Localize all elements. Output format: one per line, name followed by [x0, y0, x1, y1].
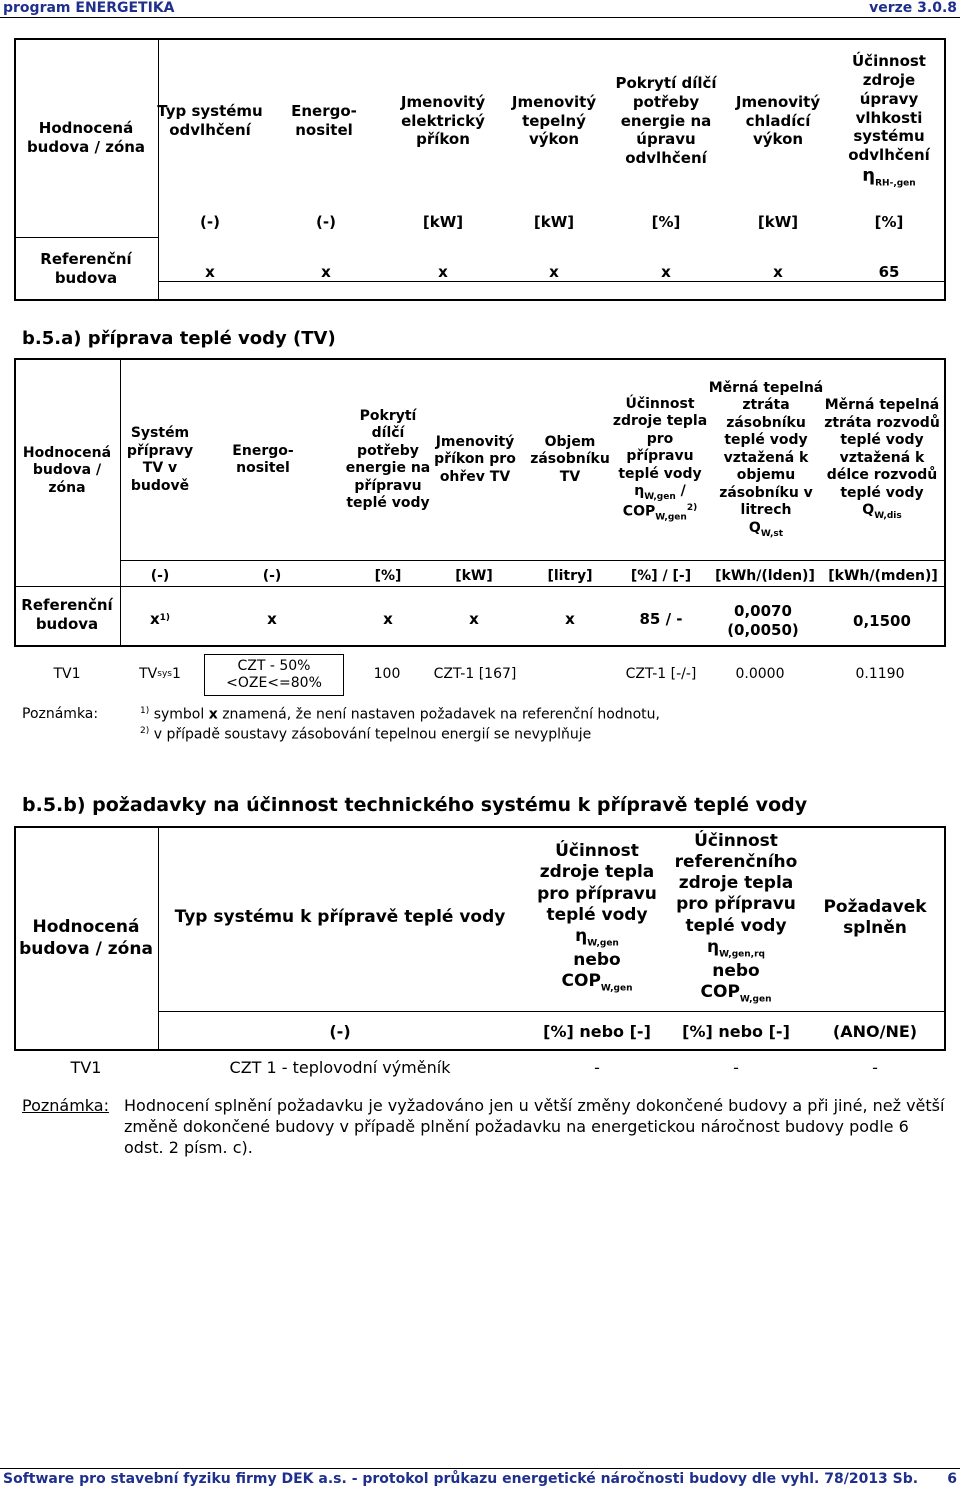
a-ref-carrier: x — [267, 609, 277, 628]
a-tv1-dis: 0.1190 — [855, 666, 905, 683]
a-tv1-coverage: 100 — [373, 666, 401, 683]
a-header-eff: Účinnost zdroje tepla pro přípravu teplé vody $\eta_{W,gen}$ / $COP_{W,gen}^{2)}$ — [612, 395, 708, 523]
dehum-ref-label: Referenční budova — [40, 250, 132, 287]
dehum-ref-carrier: x — [321, 262, 331, 281]
a-note-label: Poznámka: — [22, 706, 99, 722]
a-header-volume: Objem zásobníku TV — [530, 433, 610, 485]
dehum-header-eff: Účinnost zdroje úpravy vlhkosti systému odvlhčení $\eta_{RH-,gen}$ — [848, 52, 930, 189]
a-ref-label: Referenční budova — [21, 596, 113, 633]
a-tv1-zone: TV1 — [53, 666, 81, 683]
dehum-ref-heat: x — [549, 262, 559, 281]
dehum-header-carrier: Energo-nositel — [291, 102, 357, 139]
a-ref-eff: 85 / - — [639, 609, 683, 628]
b-header-type: Typ systému k přípravě teplé vody — [174, 907, 506, 928]
dehum-unit-elec: [kW] — [422, 212, 464, 231]
section-b-title: b.5.b) požadavky na účinnost technického systému k přípravě teplé vody — [22, 794, 808, 816]
dehum-ref-elec: x — [438, 262, 448, 281]
footer-text: Software pro stavební fyziku firmy DEK a.s. - protokol průkazu energetické náročnosti budovy dle vyhl. 78/2013 Sb. — [3, 1471, 919, 1487]
dehum-header-type: Typ systému odvlhčení — [157, 102, 263, 139]
b-note-text: Hodnocení splnění požadavku je vyžadováno jen u větší změny dokončené budovy a při jiné, než větší změně dokončené budovy v případě plnění požadavku na energetickou náročnost budovy podle 6 odst. 2 písm. c). — [124, 1096, 945, 1157]
dehum-header-zone: Hodnocená budova / zóna — [26, 118, 146, 156]
a-ref-system: x 1) — [149, 609, 171, 628]
b-header-zone: Hodnocená budova / zóna — [19, 917, 153, 959]
dehum-unit-carrier: (-) — [316, 212, 336, 231]
a-unit-eff: [%] / [-] — [630, 568, 692, 585]
a-header-carrier: Energo-nositel — [232, 442, 294, 476]
a-ref-dis: 0,1500 — [853, 611, 911, 630]
dehum-unit-cool: [kW] — [757, 212, 799, 231]
b-row-eff: - — [594, 1058, 600, 1077]
a-unit-power: [kW] — [455, 568, 493, 585]
dehum-unit-eff: [%] — [874, 212, 904, 231]
page-footer — [0, 1468, 960, 1491]
b-unit-type: (-) — [329, 1022, 351, 1041]
a-tv1-system: TV sys 1 — [139, 666, 181, 683]
a-header-power: Jmenovitý příkon pro ohřev TV — [434, 433, 516, 485]
b-header-ref: Účinnost referenčního zdroje tepla pro přípravu teplé vody $\eta_{W,gen,rq}$ nebo $COP_{W,gen}$ — [674, 830, 798, 1005]
b-unit-eff: [%] nebo [-] — [543, 1022, 651, 1041]
dehum-unit-coverage: [%] — [651, 212, 681, 231]
a-tv1-power: CZT-1 [167] — [433, 666, 517, 683]
dehum-ref-coverage: x — [661, 262, 671, 281]
dehum-ref-cool: x — [773, 262, 783, 281]
dehum-header-heat: Jmenovitý tepelný výkon — [511, 92, 597, 149]
page-header — [0, 0, 960, 18]
b-note-label: Poznámka: — [22, 1096, 109, 1115]
a-unit-volume: [litry] — [547, 568, 593, 585]
a-note-1: $^{1)}$ symbol x znamená, že není nastaven požadavek na referenční hodnotu, — [140, 706, 660, 723]
a-header-zone: Hodnocená budova / zóna — [22, 444, 112, 496]
a-unit-dis: [kWh/(mden)] — [828, 568, 938, 585]
a-ref-volume: x — [565, 609, 575, 628]
b-row-type: CZT 1 - teplovodní výměník — [229, 1058, 451, 1077]
a-ref-power: x — [469, 609, 479, 628]
a-note-2: $^{2)}$ v případě soustavy zásobování tepelnou energií se nevyplňuje — [140, 726, 592, 743]
dehum-header-elec: Jmenovitý elektrický příkon — [400, 92, 486, 149]
b-row-ok: - — [872, 1058, 878, 1077]
b-unit-ok: (ANO/NE) — [832, 1022, 918, 1041]
b-row-ref: - — [733, 1058, 739, 1077]
b-row-zone: TV1 — [70, 1058, 102, 1077]
b-unit-ref: [%] nebo [-] — [682, 1022, 790, 1041]
dehum-unit-type: (-) — [200, 212, 220, 231]
a-header-dis: Měrná tepelná ztráta rozvodů teplé vody vztažená k délce rozvodů teplé vody $Q_{W,dis}$ — [824, 397, 940, 522]
dehum-header-cool: Jmenovitý chladící výkon — [735, 92, 821, 149]
a-header-coverage: Pokrytí dílčí potřeby energie na přípravu teplé vody — [345, 407, 431, 511]
a-header-system: Systém přípravy TV v budově — [126, 425, 194, 494]
a-ref-st: 0,0070 (0,0050) — [727, 602, 799, 639]
a-ref-coverage: x — [383, 609, 393, 628]
dehum-unit-heat: [kW] — [533, 212, 575, 231]
b-header-ok: Požadavek splněn — [823, 896, 927, 938]
dehum-ref-type: x — [205, 262, 215, 281]
a-tv1-eff: CZT-1 [-/-] — [625, 666, 697, 683]
program-version: verze 3.0.8 — [869, 0, 957, 16]
section-a-title: b.5.a) příprava teplé vody (TV) — [22, 328, 336, 349]
a-unit-coverage: [%] — [374, 568, 402, 585]
a-header-st: Měrná tepelná ztráta zásobníku teplé vody vztažená k objemu zásobníku v litrech $Q_{W,st}$ — [708, 379, 824, 539]
dehum-header-coverage: Pokrytí dílčí potřeby energie na úpravu odvlhčení — [615, 74, 717, 168]
a-unit-system: (-) — [150, 568, 170, 585]
a-tv1-st: 0.0000 — [735, 666, 785, 683]
dehum-ref-eff: 65 — [878, 262, 900, 281]
a-tv1-carrier: CZT - 50%<OZE<=80% — [204, 654, 344, 696]
program-name: program ENERGETIKA — [3, 0, 175, 16]
a-unit-carrier: (-) — [262, 568, 282, 585]
page-number: 6 — [947, 1471, 957, 1487]
a-unit-st: [kWh/(lden)] — [715, 568, 815, 585]
b-header-eff: Účinnost zdroje tepla pro přípravu teplé vody $\eta_{W,gen}$ nebo $COP_{W,gen}$ — [537, 841, 657, 994]
